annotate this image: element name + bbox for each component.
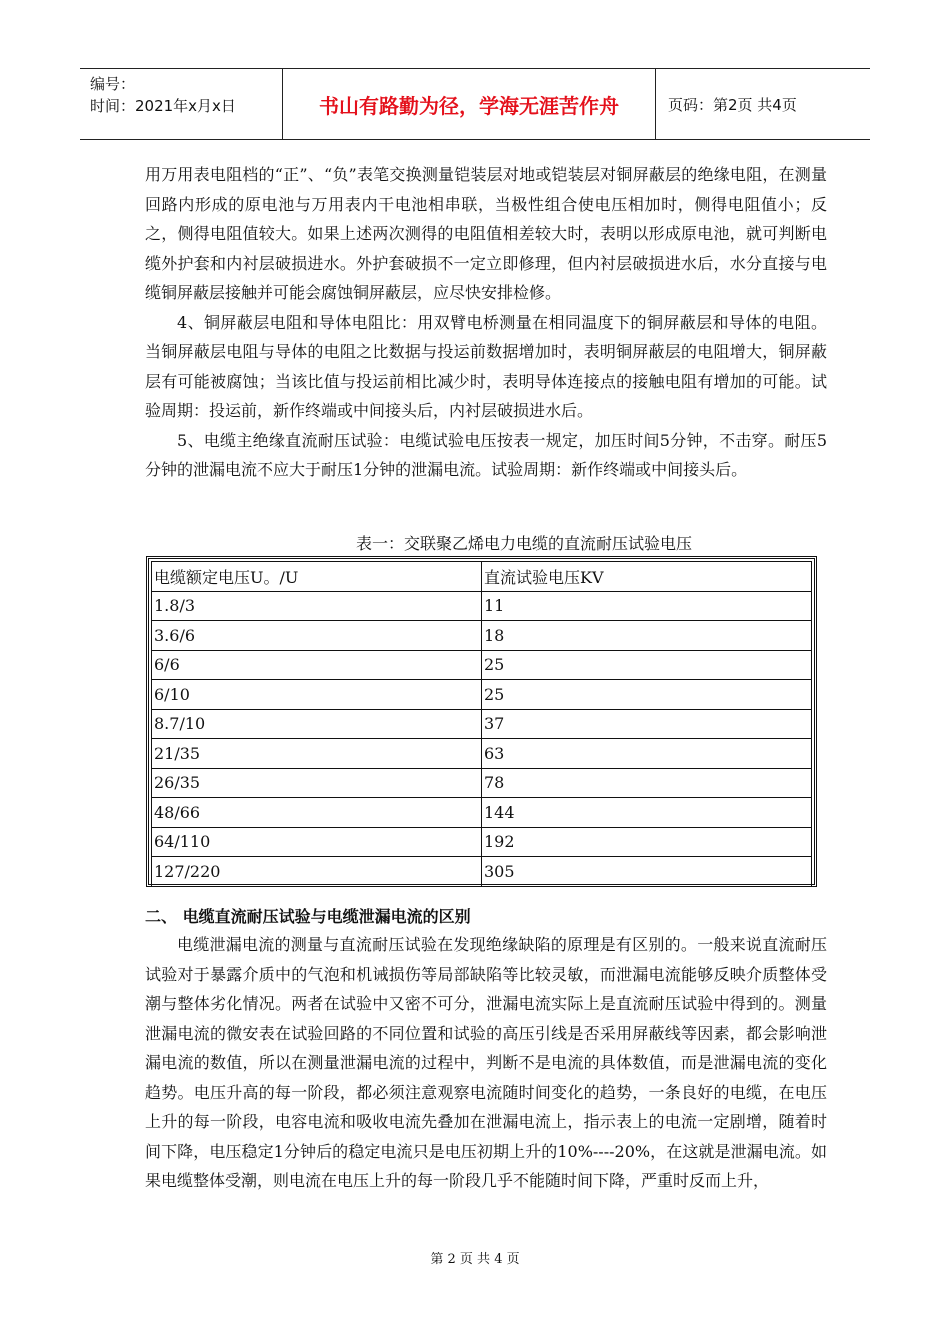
table-cell: 48/66	[152, 798, 482, 828]
table-caption: 表一：交联聚乙烯电力电缆的直流耐压试验电压	[356, 534, 693, 553]
table-cell: 1.8/3	[152, 591, 482, 621]
section-body	[145, 930, 827, 1196]
table-row	[152, 827, 812, 857]
header-page-info: 页码：第2页 共4页	[668, 95, 797, 114]
body-text	[145, 160, 827, 485]
table-header-row	[152, 562, 812, 592]
table-row	[152, 591, 812, 621]
table-row	[152, 680, 812, 710]
table-cell: 78	[482, 768, 812, 798]
table-row	[152, 709, 812, 739]
table-row	[152, 768, 812, 798]
header-meta	[80, 69, 283, 139]
document-number-label: 编号：	[90, 75, 136, 93]
table-header-cell: 直流试验电压KV	[482, 562, 812, 592]
paragraph: 用万用表电阻档的“正”、“负”表笔交换测量铠装层对地或铠装层对铜屏蔽层的绝缘电阻，在测量回路内形成的原电池与万用表内干电池相串联，当极性组合使电压相加时，侧得电阻值小；反之，侧得电阻值较大。如果上述两次测得的电阻值相差较大时，表明以形成原电池，就可判断电缆外护套和内衬层破损进水。外护套破损不一定立即修理，但内衬层破损进水后，水分直接与电缆铜屏蔽层接触并可能会腐蚀铜屏蔽层，应尽快安排检修。	[145, 165, 827, 302]
table-cell: 25	[482, 650, 812, 680]
paragraph: 5、电缆主绝缘直流耐压试验：电缆试验电压按表一规定，加压时间5分钟，不击穿。耐压5分钟的泄漏电流不应大于耐压1分钟的泄漏电流。试验周期：新作终端或中间接头后。	[145, 430, 827, 479]
table-cell: 18	[482, 621, 812, 651]
table-cell: 305	[482, 857, 812, 887]
table-row	[152, 857, 812, 887]
voltage-table	[146, 556, 817, 887]
paragraph: 电缆泄漏电流的测量与直流耐压试验在发现绝缘缺陷的原理是有区别的。一般来说直流耐压试验对于暴露介质中的气泡和机诫损伤等局部缺陷等比较灵敏，而泄漏电流能够反映介质整体受潮与整体劣化情况。两者在试验中又密不可分，泄漏电流实际上是直流耐压试验中得到的。测量泄漏电流的微安表在试验回路的不同位置和试验的高压引线是否采用屏蔽线等因素，都会影响泄漏电流的数值，所以在测量泄漏电流的过程中，判断不是电流的具体数值，而是泄漏电流的变化趋势。电压升高的每一阶段，都必须注意观察电流随时间变化的趋势，一条良好的电缆，在电压上升的每一阶段，电容电流和吸收电流先叠加在泄漏电流上，指示表上的电流一定剧增，随着时间下降，电压稳定1分钟后的稳定电流只是电压初期上升的10%----20%，在这就是泄漏电流。如果电缆整体受潮，则电流在电压上升的每一阶段几乎不能随时间下降，严重时反而上升，	[145, 935, 827, 1190]
table-cell: 8.7/10	[152, 709, 482, 739]
table-cell: 37	[482, 709, 812, 739]
table-cell: 25	[482, 680, 812, 710]
table-cell: 64/110	[152, 827, 482, 857]
table-cell: 6/10	[152, 680, 482, 710]
table-cell: 21/35	[152, 739, 482, 769]
table-row	[152, 650, 812, 680]
table-header-cell: 电缆额定电压U。/U	[152, 562, 482, 592]
section-title: 二、 电缆直流耐压试验与电缆泄漏电流的区别	[145, 907, 471, 926]
table-row	[152, 621, 812, 651]
table-cell: 6/6	[152, 650, 482, 680]
table-cell: 63	[482, 739, 812, 769]
paragraph: 4、铜屏蔽层电阻和导体电阻比：用双臂电桥测量在相同温度下的铜屏蔽层和导体的电阻。当铜屏蔽层电阻与导体的电阻之比数据与投运前数据增加时，表明铜屏蔽层的电阻增大，铜屏蔽层有可能被腐蚀；当该比值与投运前相比减少时，表明导体连接点的接触电阻有增加的可能。试验周期：投运前，新作终端或中间接头后，内衬层破损进水后。	[145, 312, 827, 420]
table-row	[152, 798, 812, 828]
table-cell: 11	[482, 591, 812, 621]
table-cell: 3.6/6	[152, 621, 482, 651]
table-cell: 192	[482, 827, 812, 857]
page-header	[80, 68, 870, 140]
table-row	[152, 739, 812, 769]
header-motto: 书山有路勤为径，学海无涯苦作舟	[283, 69, 656, 139]
document-date-label: 时间：2021年x月x日	[90, 97, 236, 115]
table-cell: 26/35	[152, 768, 482, 798]
page-footer: 第 2 页 共 4 页	[430, 1252, 520, 1267]
table-cell: 144	[482, 798, 812, 828]
table-cell: 127/220	[152, 857, 482, 887]
